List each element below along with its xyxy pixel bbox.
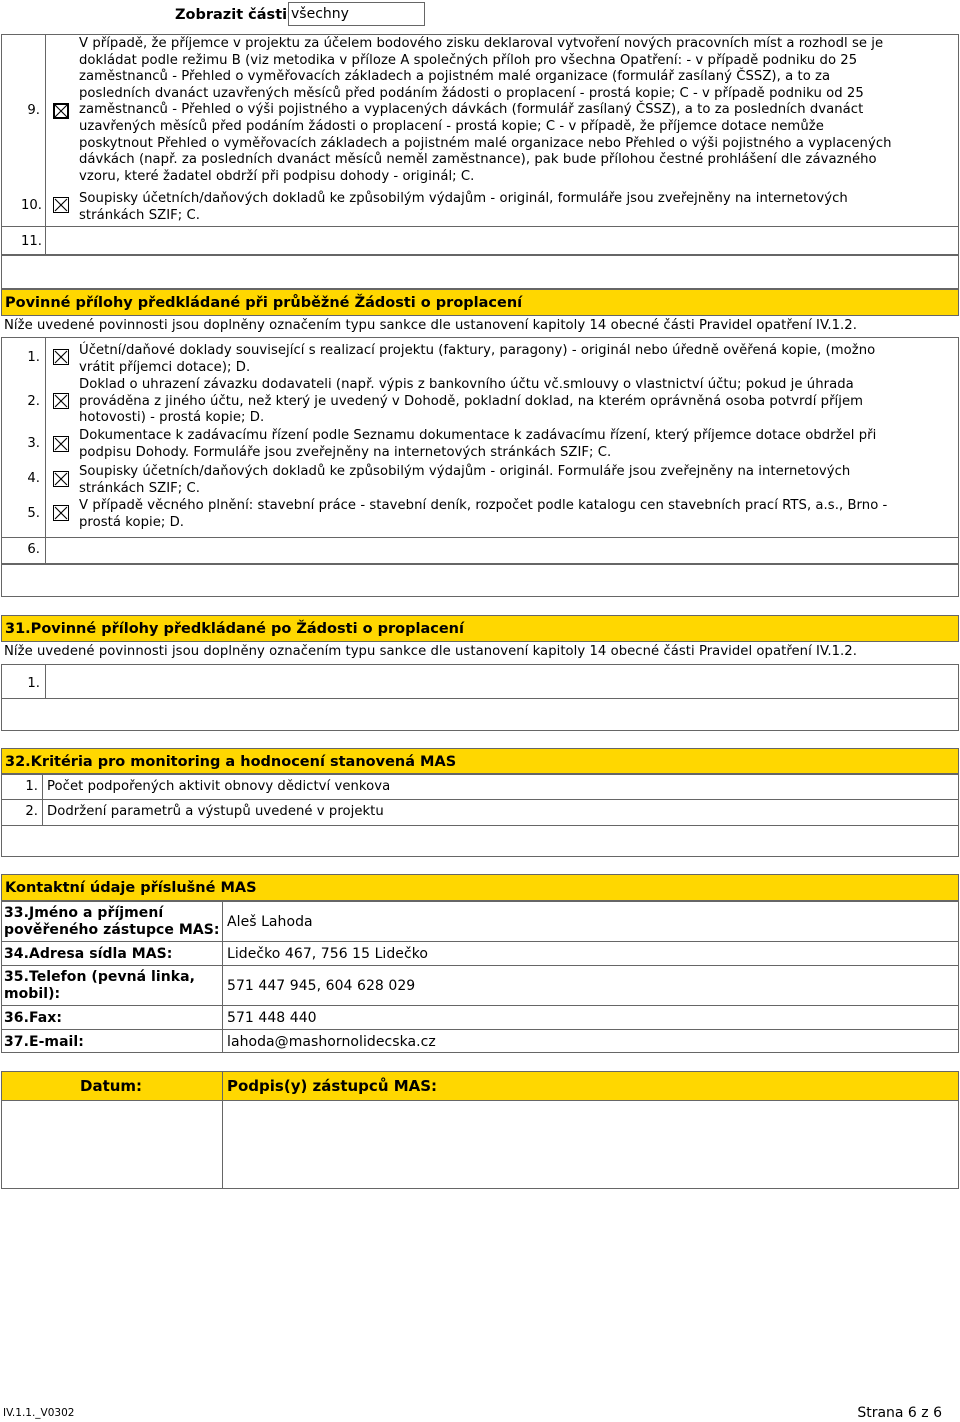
checkbox-checked-icon[interactable] — [53, 471, 69, 487]
item-number: 2. — [27, 394, 40, 409]
item-number: 5. — [27, 506, 40, 521]
item-text-9: V případě, že příjemce v projektu za účelem bodového zisku deklaroval vytvoření nových pracovních míst a rozhodl se je dokládat podle režimu B (viz metodika v příloze A společných příloh pro všechna Opatření: - v případě podniku do 25 zaměstnanců - Přehled o vyměřovacích základech a pojistném malé organizace (formulář zasílaný ČSSZ), a to za posledních dvanáct uzavřených měsíců před podáním žádosti o proplacení - prostá kopie; C - v případě podniku od 25 zaměstnanců - Přehled o výši pojistného a vyplacených dávkách (formulář zasílaný ČSSZ), a to za posledních dvanáct uzavřených měsíců před podáním žádosti o proplacení - prostá kopie; C - v případě, že příjemce dotace nemůže poskytnout Přehled o vyměřovacích základech a pojistném malé organizace nebo Přehled o výši pojistného a vyplacených dávkách (např. za posledních dvanáct měsíců neměl zaměstnance), pak bude přílohou čestné prohlášení dle závazného vzoru, které žadatel obdrží při podpisu dohody - originál; C. — [79, 36, 892, 184]
contact-value-address: Lidečko 467, 756 15 Lidečko — [227, 946, 428, 962]
show-parts-label: Zobrazit části — [175, 7, 288, 23]
criteria-item: Dodržení parametrů a výstupů uvedené v projektu — [47, 804, 384, 819]
section-note-during: Níže uvedené povinnosti jsou doplněny označením typu sankce dle ustanovení kapitoly 14 obecné části Pravidel opatření IV.1.2. — [4, 318, 857, 333]
checkbox-checked-icon[interactable] — [53, 505, 69, 521]
item-number: 1. — [27, 350, 40, 365]
contact-value-phone: 571 447 945, 604 628 029 — [227, 978, 416, 994]
section-title-contact: Kontaktní údaje příslušné MAS — [1, 874, 959, 901]
show-parts-select[interactable]: všechny — [288, 2, 425, 26]
contact-value-fax: 571 448 440 — [227, 1010, 317, 1026]
section-title-after: 31.Povinné přílohy předkládané po Žádosti o proplacení — [1, 615, 959, 642]
signature-header — [1, 1071, 959, 1101]
checkbox-checked-icon[interactable] — [53, 103, 69, 119]
item-text-10: Soupisky účetních/daňových dokladů ke způsobilým výdajům - originál, formuláře jsou zveřejněny na internetových stránkách SZIF; C. — [79, 191, 848, 223]
during-item-text: V případě věcného plnění: stavební práce - stavební deník, rozpočet podle katalogu cen stavebních prací RTS, a.s., Brno - prostá kopie; D. — [79, 498, 888, 530]
checkbox-checked-icon[interactable] — [53, 393, 69, 409]
item-number: 4. — [27, 471, 40, 486]
signature-area — [1, 1100, 959, 1189]
contact-label-address: 34.Adresa sídla MAS: — [4, 946, 173, 962]
checkbox-checked-icon[interactable] — [53, 349, 69, 365]
section-title-criteria: 32.Kritéria pro monitoring a hodnocení stanovená MAS — [1, 748, 959, 774]
contact-value-name: Aleš Lahoda — [227, 914, 313, 930]
footer-page: Strana 6 z 6 — [857, 1405, 942, 1421]
footer-code: IV.1.1._V0302 — [3, 1407, 75, 1419]
contact-label-name: 33.Jméno a příjmení pověřeného zástupce MAS: — [4, 905, 220, 938]
item-number: 10. — [21, 198, 42, 213]
section-note-after: Níže uvedené povinnosti jsou doplněny označením typu sankce dle ustanovení kapitoly 14 obecné části Pravidel opatření IV.1.2. — [4, 644, 857, 659]
contact-label-fax: 36.Fax: — [4, 1010, 62, 1026]
signature-label: Podpis(y) zástupců MAS: — [227, 1077, 438, 1095]
contact-value-email: lahoda@mashornolidecska.cz — [227, 1034, 436, 1050]
checkbox-checked-icon[interactable] — [53, 197, 69, 213]
during-item-text: Dokumentace k zadávacímu řízení podle Seznamu dokumentace k zadávacímu řízení, který příjemce dotace obdržel při podpisu Dohody. Formuláře jsou zveřejněny na internetových stránkách SZIF; C. — [79, 428, 877, 460]
item-number: 9. — [27, 103, 40, 118]
item-number: 1. — [25, 779, 38, 794]
criteria-item: Počet podpořených aktivit obnovy dědictví venkova — [47, 779, 391, 794]
during-item-text: Soupisky účetních/daňových dokladů ke způsobilým výdajům - originál. Formuláře jsou zveřejněny na internetových stránkách SZIF; C. — [79, 464, 851, 496]
item-number: 6. — [27, 542, 40, 557]
date-label: Datum: — [80, 1077, 143, 1095]
item-number: 1. — [27, 676, 40, 691]
contact-label-phone: 35.Telefon (pevná linka, mobil): — [4, 969, 195, 1002]
contact-label-email: 37.E-mail: — [4, 1034, 84, 1050]
during-item-text: Doklad o uhrazení závazku dodavateli (např. výpis z bankovního účtu vč.smlouvy o vlastnictví účtu; pokud je úhrada prováděna z jiného účtu, než který je uvedený v Dohodě, pokladní doklad, na kterém oprávněná osoba potvrdí příjem hotovosti) - prostá kopie; D. — [79, 377, 864, 426]
item-number: 2. — [25, 804, 38, 819]
section-title-during: Povinné přílohy předkládané při průběžné Žádosti o proplacení — [1, 289, 959, 316]
during-item-text: Účetní/daňové doklady související s realizací projektu (faktury, paragony) - originál nebo úředně ověřená kopie, (možno vrátit příjemci dotace); D. — [79, 343, 876, 375]
checkbox-checked-icon[interactable] — [53, 436, 69, 452]
item-number: 11. — [21, 234, 42, 249]
item-number: 3. — [27, 436, 40, 451]
